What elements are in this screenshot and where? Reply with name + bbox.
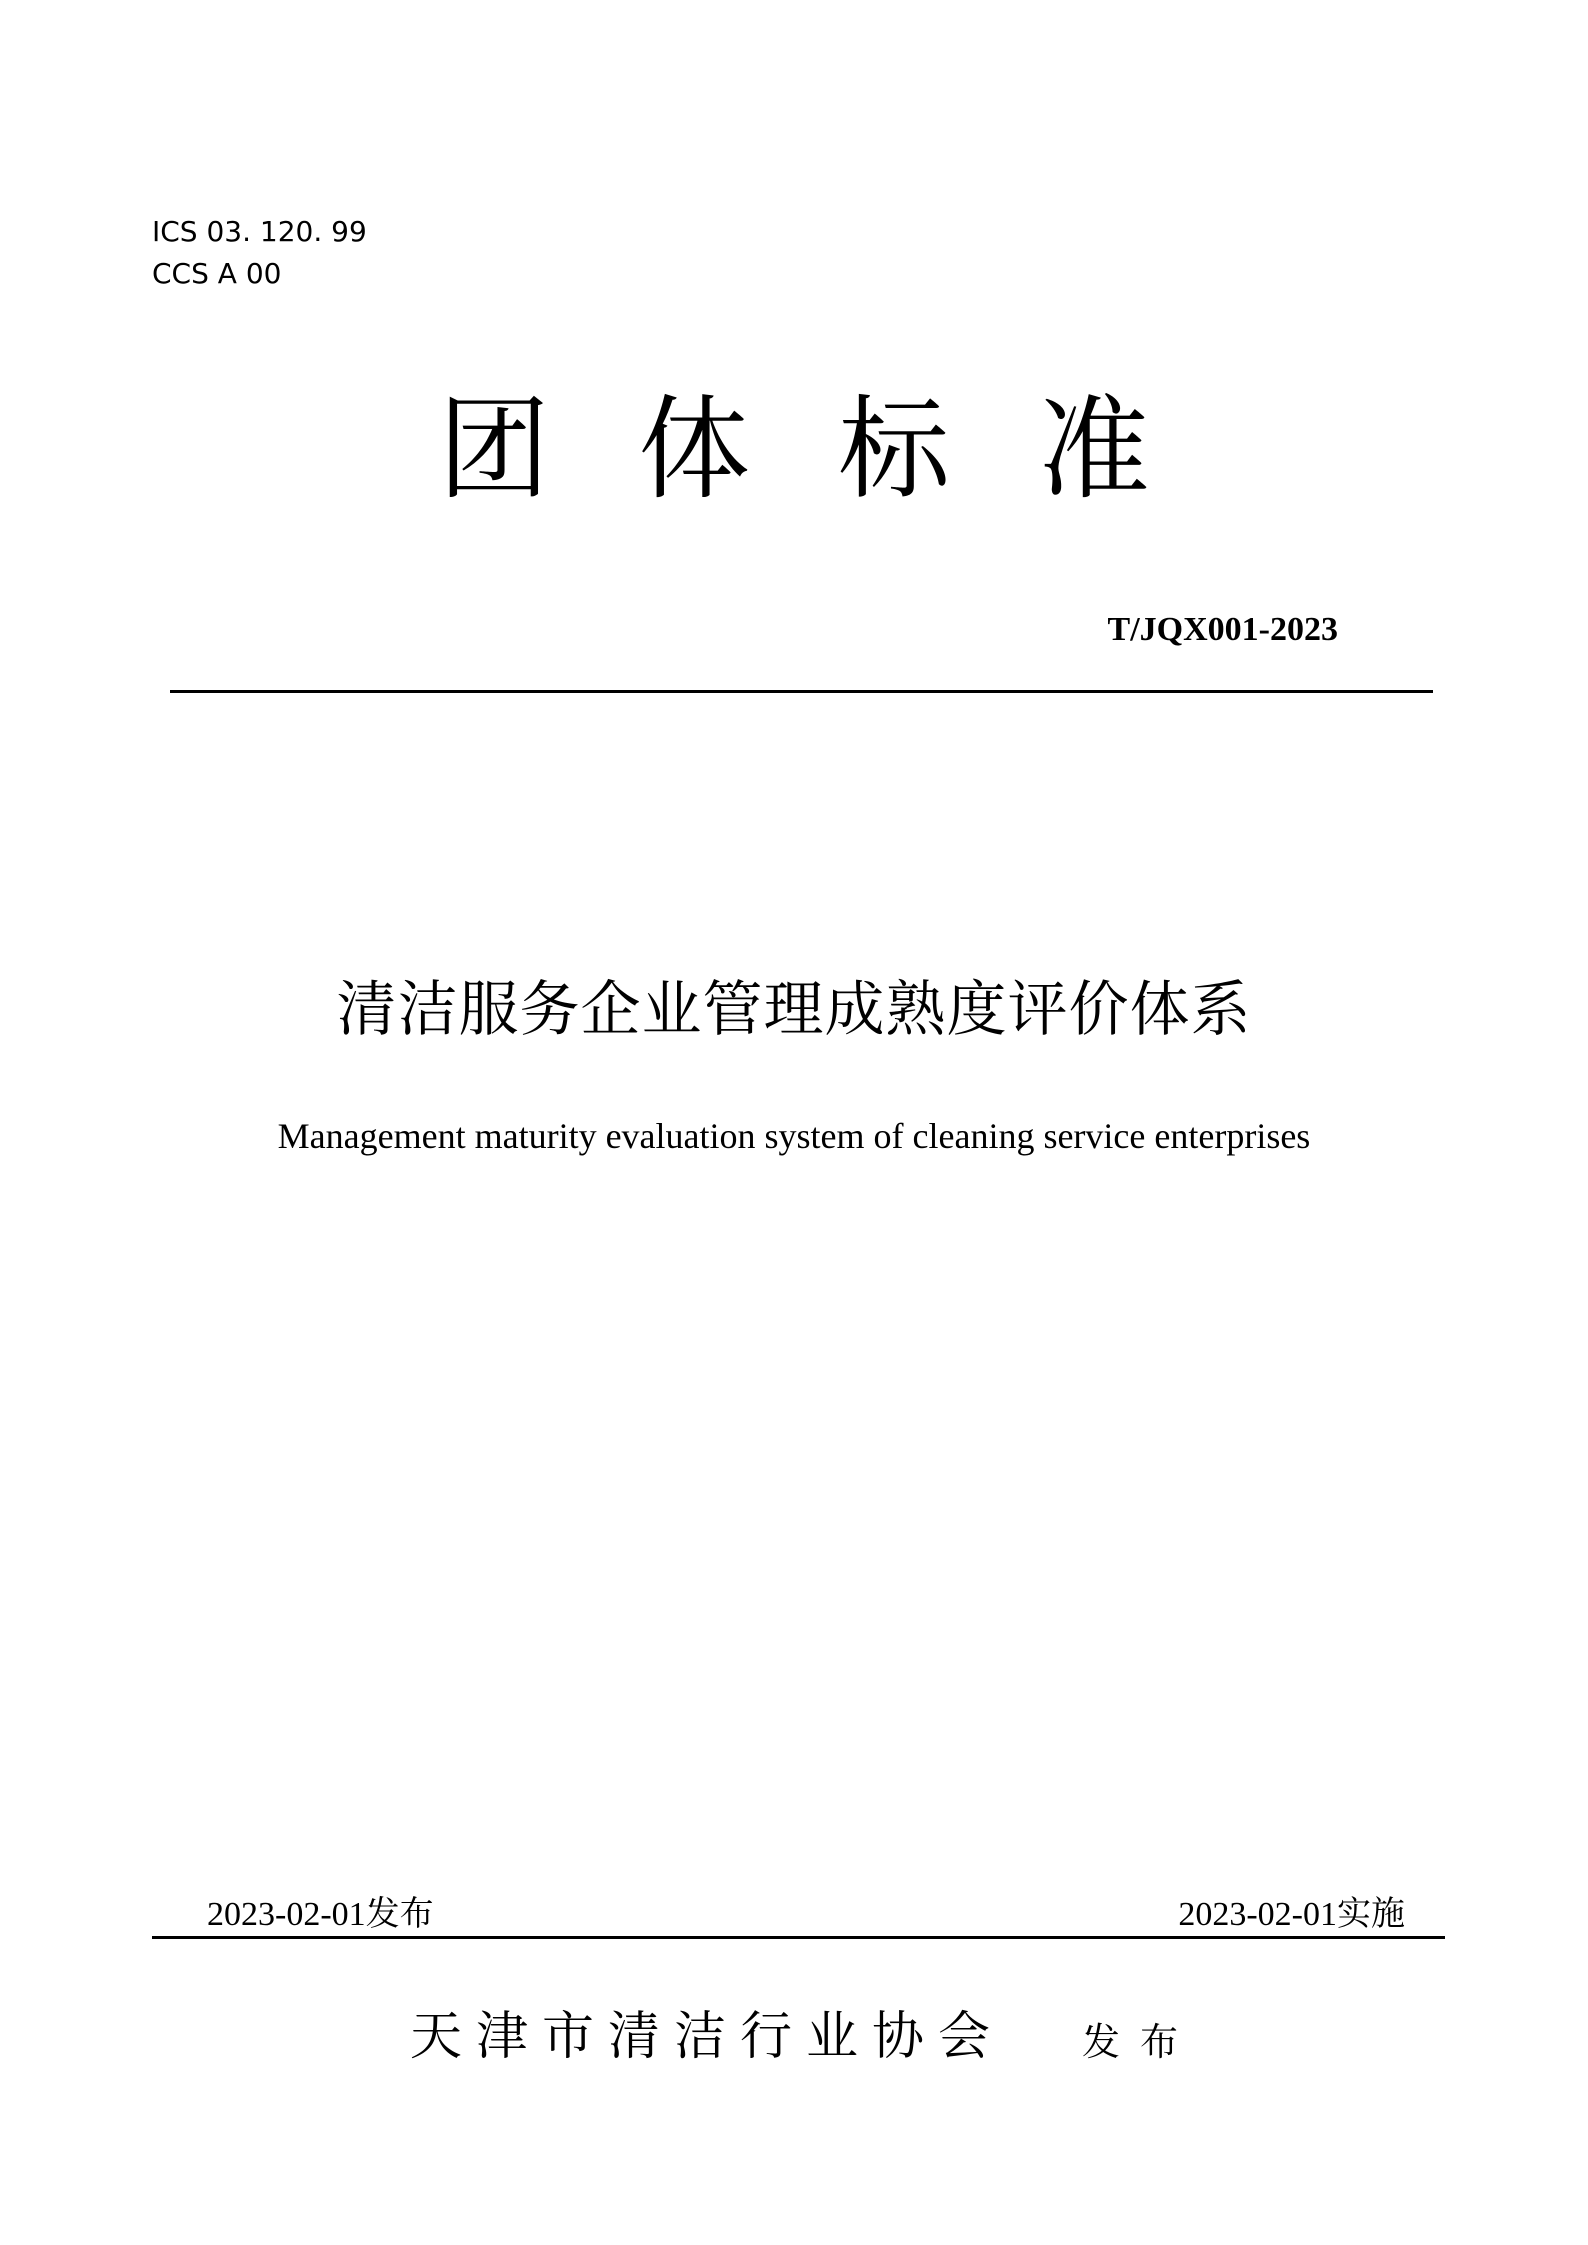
ics-code: ICS 03. 120. 99 xyxy=(152,215,367,248)
standard-type-title: 团体标准 xyxy=(438,385,1238,515)
publish-date: 2023-02-01发布 xyxy=(207,1896,434,1933)
standard-number: T/JQX001-2023 xyxy=(1107,611,1338,648)
bottom-divider xyxy=(152,1936,1445,1939)
document-title-english: Management maturity evaluation system of cleaning service enterprises xyxy=(277,1116,1311,1156)
implementation-date: 2023-02-01实施 xyxy=(1178,1896,1405,1933)
publisher-name: 天津市清洁行业协会 xyxy=(410,2007,1005,2067)
publish-label: 发布 xyxy=(1082,2020,1199,2064)
ccs-code: CCS A 00 xyxy=(152,257,282,290)
top-divider xyxy=(170,690,1433,693)
document-title-chinese: 清洁服务企业管理成熟度评价体系 xyxy=(336,975,1252,1045)
